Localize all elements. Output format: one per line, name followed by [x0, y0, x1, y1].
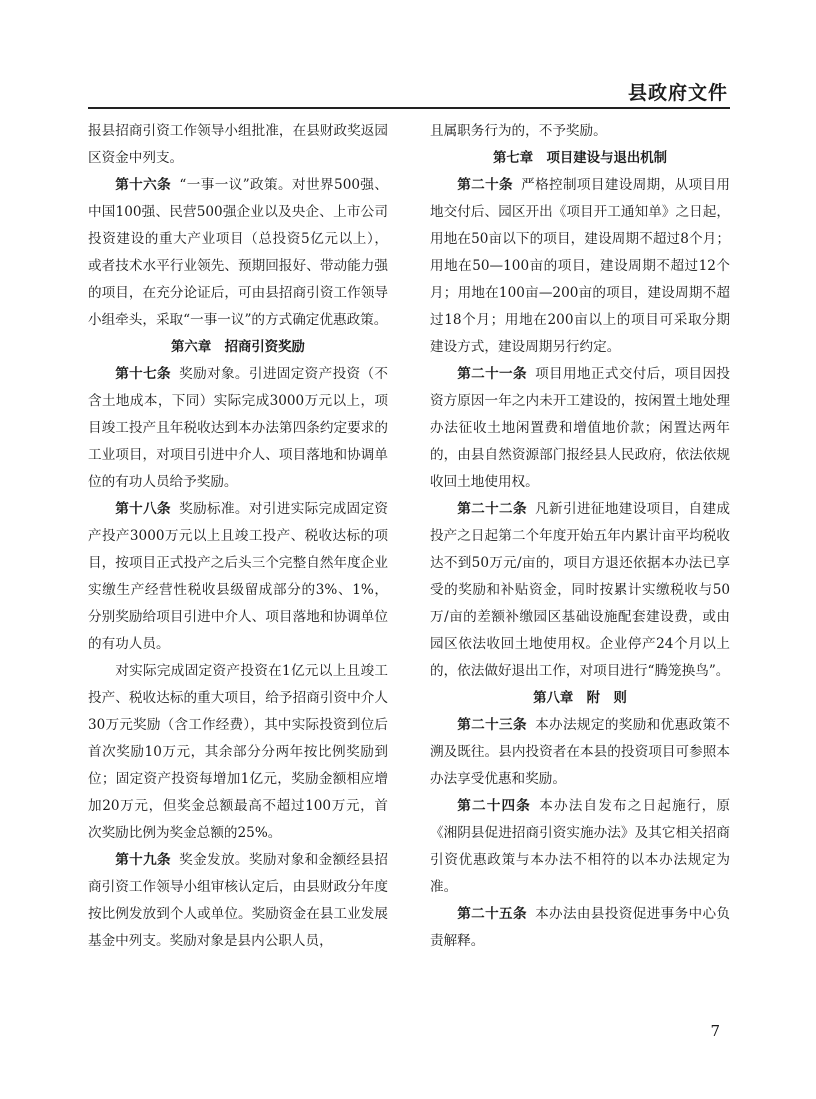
article-21-label: 第二十一条 — [457, 366, 527, 382]
article-25-label: 第二十五条 — [457, 906, 527, 922]
article-22-text: 凡新引进征地建设项目，自建成投产之日起第二个年度开始五年内累计亩平均税收达不到50万元/亩的，项目方退还依据本办法已享受的奖励和补贴资金，同时按累计实缴税收与50万/亩的差额补缴园区基础设施配套建设费，或由园区依法收回土地使用权。企业停产24个月以上的，依法做好退出工作，对项目进行“腾笼换鸟”。 — [430, 501, 731, 679]
right-column — [430, 118, 730, 955]
article-17 — [88, 361, 388, 496]
article-25 — [430, 901, 730, 955]
chapter-6-heading: 第六章 招商引资奖励 — [171, 340, 305, 355]
article-17-text: 奖励对象。引进固定资产投资（不含土地成本，下同）实际完成3000万元以上，项目竣工投产且年税收达到本办法第四条约定要求的工业项目，对项目引进中介人、项目落地和协调单位的有功人员给予奖励。 — [88, 366, 389, 490]
article-18-paragraph-2: 对实际完成固定资产投资在1亿元以上且竣工投产、税收达标的重大项目，给予招商引资中介人30万元奖励（含工作经费），其中实际投资到位后首次奖励10万元，其余部分分两年按比例奖励到位；固定资产投资每增加1亿元，奖励金额相应增加20万元，但奖金总额最高不超过100万元，首次奖励比例为奖金总额的25%。 — [88, 663, 388, 841]
article-16-text: “一事一议”政策。对世界500强、中国100强、民营500强企业以及央企、上市公司投资建设的重大产业项目（总投资5亿元以上），或者技术水平行业领先、预期回报好、带动能力强的项目，在充分论证后，可由县招商引资工作领导小组牵头，采取“一事一议”的方式确定优惠政策。 — [88, 177, 388, 328]
article-21-text: 项目用地正式交付后，项目因投资方原因一年之内未开工建设的，按闲置土地处理办法征收土地闲置费和增值地价款；闲置达两年的，由县自然资源部门报经县人民政府，依法依规收回土地使用权。 — [430, 366, 731, 490]
article-22 — [430, 496, 730, 685]
article-24 — [430, 793, 730, 901]
article-18 — [88, 496, 388, 658]
chapter-8-heading: 第八章 附 则 — [533, 691, 627, 706]
document-header-title: 县政府文件 — [627, 82, 728, 104]
article-20-text: 严格控制项目建设周期，从项目用地交付后、园区开出《项目开工通知单》之日起，用地在50亩以下的项目，建设周期不超过8个月；用地在50—100亩的项目，建设周期不超过12个月；用地在100亩—200亩的项目，建设周期不超过18个月；用地在200亩以上的项目可采取分期建设方式，建设周期另行约定。 — [430, 177, 731, 355]
article-22-label: 第二十二条 — [457, 501, 527, 517]
article-20 — [430, 172, 730, 361]
article-20-label: 第二十条 — [457, 177, 513, 193]
article-23-label: 第二十三条 — [457, 717, 527, 733]
article-18-label: 第十八条 — [115, 501, 171, 517]
paragraph-continuation: 且属职务行为的，不予奖励。 — [430, 123, 607, 139]
article-24-text: 本办法自发布之日起施行，原《湘阴县促进招商引资实施办法》及其它相关招商引资优惠政策与本办法不相符的以本办法规定为准。 — [430, 798, 731, 895]
left-column — [88, 118, 388, 955]
article-19-text: 奖金发放。奖励对象和金额经县招商引资工作领导小组审核认定后，由县财政分年度按比例发放到个人或单位。奖励资金在县工业发展基金中列支。奖励对象是县内公职人员， — [88, 852, 389, 949]
article-16 — [88, 172, 388, 334]
article-24-label: 第二十四条 — [457, 798, 532, 814]
article-21 — [430, 361, 730, 496]
article-17-label: 第十七条 — [115, 366, 171, 382]
article-18-text: 奖励标准。对引进实际完成固定资产投产3000万元以上且竣工投产、税收达标的项目，按项目正式投产之后头三个完整自然年度企业实缴生产经营性税收县级留成部分的3%、1%，分别奖励给项目引进中介人、项目落地和协调单位的有功人员。 — [88, 501, 389, 652]
paragraph-continuation: 报县招商引资工作领导小组批准，在县财政奖返园区资金中列支。 — [88, 123, 388, 166]
article-19 — [88, 847, 388, 955]
chapter-7-heading: 第七章 项目建设与退出机制 — [492, 151, 668, 166]
article-25-text: 本办法由县投资促进事务中心负责解释。 — [430, 906, 731, 949]
article-16-label: 第十六条 — [115, 177, 172, 193]
article-23-text: 本办法规定的奖励和优惠政策不溯及既往。县内投资者在本县的投资项目可参照本办法享受优惠和奖励。 — [430, 717, 731, 787]
header-divider — [88, 107, 730, 109]
page-number: 7 — [710, 1022, 720, 1040]
article-23 — [430, 712, 730, 793]
article-19-label: 第十九条 — [115, 852, 171, 868]
